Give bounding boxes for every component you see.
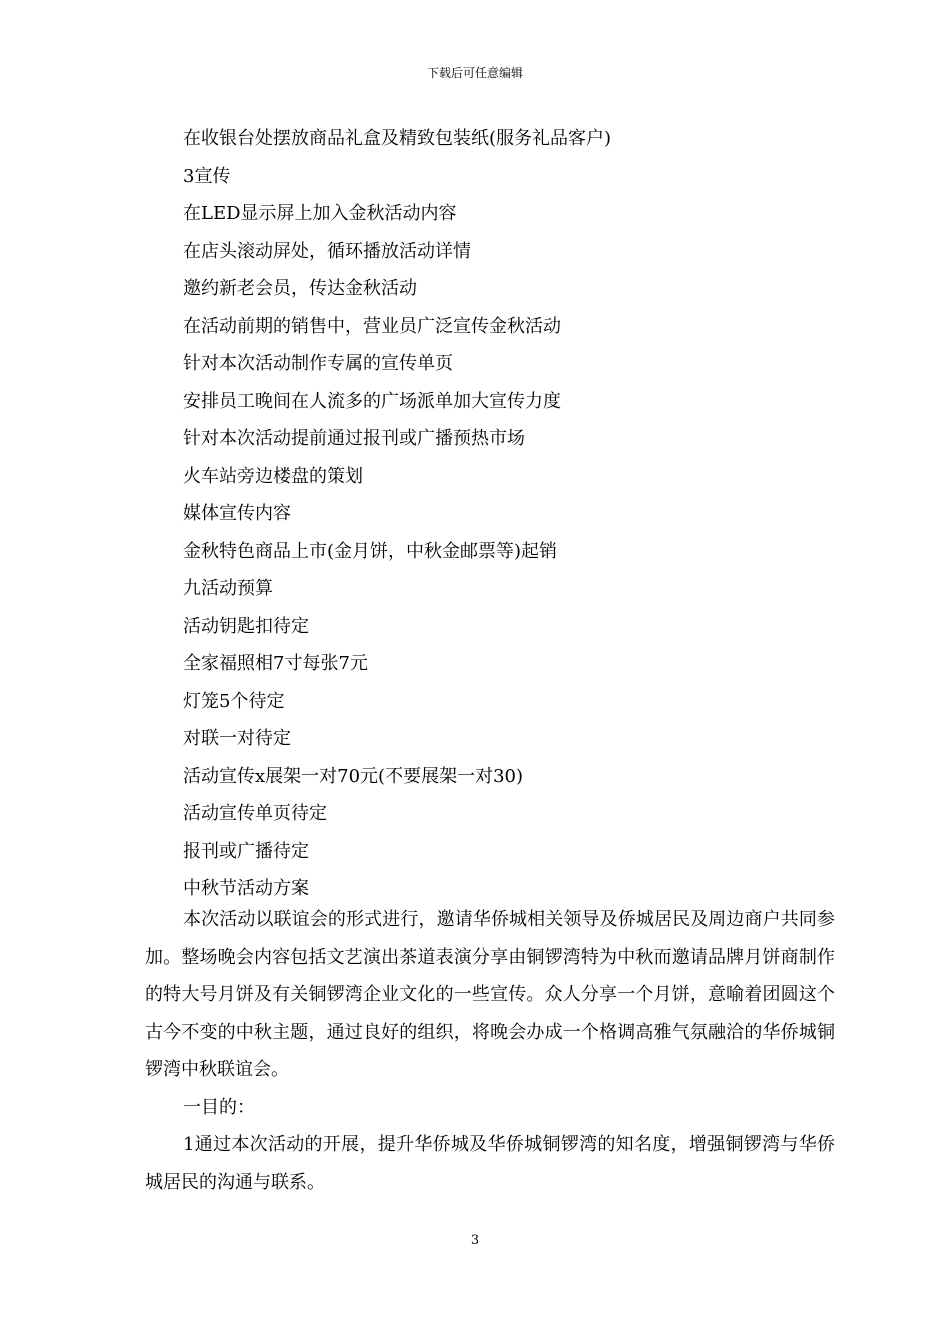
section-heading: 九活动预算 xyxy=(183,578,273,599)
text-line: 在店头滚动屏处，循环播放活动详情 xyxy=(183,240,471,262)
text-line: 邀约新老会员，传达金秋活动 xyxy=(183,278,417,299)
document-body xyxy=(183,120,843,908)
text-line: 安排员工晚间在人流多的广场派单加大宣传力度 xyxy=(183,390,561,412)
text-line: 在LED显示屏上加入金秋活动内容 xyxy=(183,203,457,224)
page-number: 3 xyxy=(470,1233,480,1248)
section-heading: 一目的： xyxy=(183,1097,255,1118)
body-paragraph: 1通过本次活动的开展，提升华侨城及华侨城铜锣湾的知名度，增强铜锣湾与华侨城居民的沟通与联系。 xyxy=(145,1134,835,1193)
body-paragraph: 本次活动以联谊会的形式进行，邀请华侨城相关领导及侨城居民及周边商户共同参加。整场晚会内容包括文艺演出茶道表演分享由铜锣湾特为中秋而邀请品牌月饼商制作的特大号月饼及有关铜锣湾企业文化的一些宣传。众人分享一个月饼，意喻着团圆这个古今不变的中秋主题，通过良好的组织，将晚会办成一个格调高雅气氛融洽的华侨城铜锣湾中秋联谊会。 xyxy=(145,909,835,1080)
document-title: 中秋节活动方案 xyxy=(183,878,309,899)
text-line: 在活动前期的销售中，营业员广泛宣传金秋活动 xyxy=(183,315,561,337)
budget-item: 灯笼5个待定 xyxy=(183,690,285,712)
budget-item: 活动钥匙扣待定 xyxy=(183,615,309,637)
budget-item: 对联一对待定 xyxy=(183,728,291,749)
text-line: 媒体宣传内容 xyxy=(183,503,291,524)
section-heading: 3宣传 xyxy=(183,165,231,187)
text-line: 火车站旁边楼盘的策划 xyxy=(183,465,363,487)
page-header: 下载后可任意编辑 xyxy=(426,66,523,80)
text-line: 金秋特色商品上市(金月饼，中秋金邮票等)起销 xyxy=(183,540,558,562)
text-line: 针对本次活动制作专属的宣传单页 xyxy=(183,353,453,374)
budget-item: 活动宣传x展架一对70元(不要展架一对30) xyxy=(183,765,524,787)
text-line: 针对本次活动提前通过报刊或广播预热市场 xyxy=(183,428,525,449)
budget-item: 活动宣传单页待定 xyxy=(183,803,327,824)
text-line: 在收银台处摆放商品礼盒及精致包装纸(服务礼品客户) xyxy=(183,128,612,149)
budget-item: 报刊或广播待定 xyxy=(183,840,309,862)
budget-item: 全家福照相7寸每张7元 xyxy=(183,653,368,674)
